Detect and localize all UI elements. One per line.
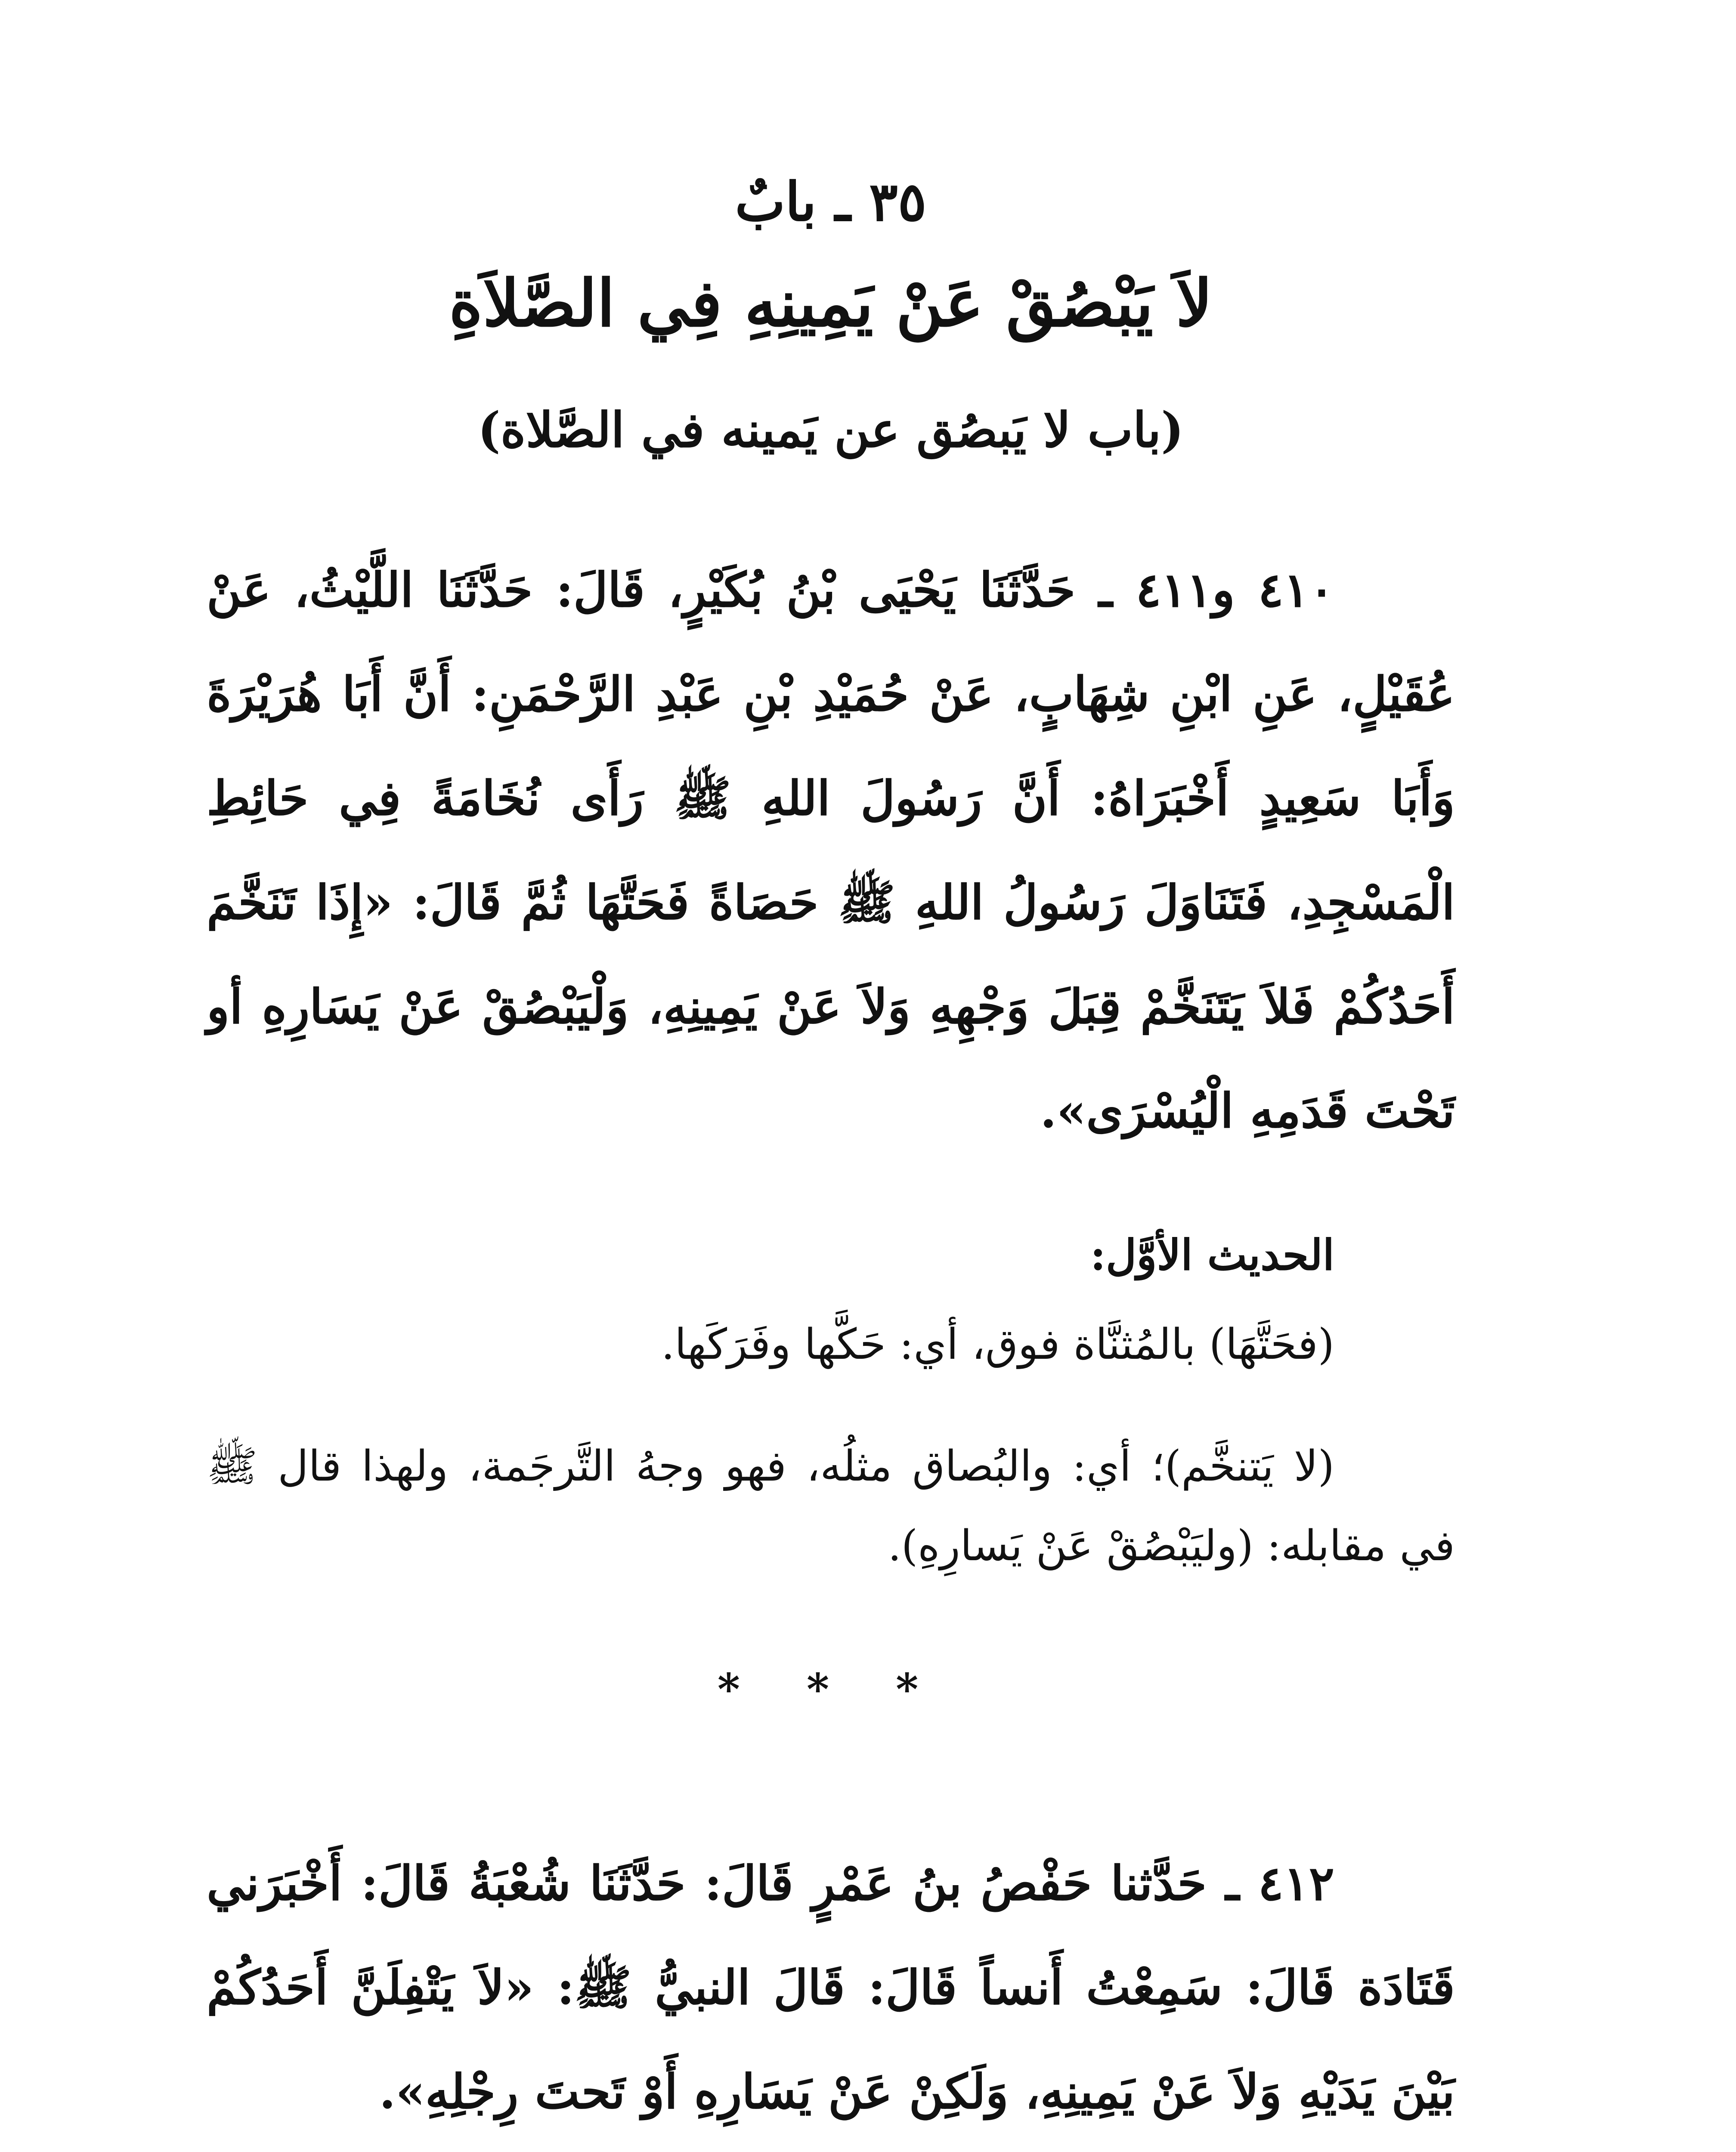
section-separator: * * * (717, 1664, 944, 1715)
commentary-line: (فحَتَّهَا) بالمُثنَّاة فوق، أي: حَكَّها وفَرَكَها. (661, 1320, 1334, 1369)
commentary-line: (لا يَتنخَّم)؛ أي: والبُصاق مثلُه، فهو وجهُ التَّرجَمة، ولهذا قال ﷺ في مقابله: (وليَبْصُقْ عَنْ يَسارِهِ). (207, 1442, 1455, 1571)
chapter-number: ٣٥ ـ بابٌ (735, 171, 927, 233)
book-page (207, 155, 1455, 2152)
hadith-412: ٤١٢ ـ حَدَّثنا حَفْصُ بنُ عَمْرٍ قَالَ: حَدَّثَنَا شُعْبَةُ قَالَ: أَخْبَرَني قَتَادَة قَالَ: سَمِعْتُ أَنساً قَالَ: قَالَ النبيُّ ﷺ: «لاَ يَتْفِلَنَّ أَحَدُكُمْ بَيْنَ يَدَيْهِ وَلاَ عَنْ يَمِينِهِ، وَلَكِنْ عَنْ يَسَارِهِ أَوْ تَحتَ رِجْلِهِ». (207, 1855, 1455, 2119)
chapter-title: لاَ يَبْصُقْ عَنْ يَمِينِهِ فِي الصَّلاَةِ (449, 266, 1213, 341)
commentary-heading: الحديث الأوَّل: (1090, 1231, 1334, 1280)
hadith-410-411: ٤١٠ و٤١١ ـ حَدَّثَنَا يَحْيَى بْنُ بُكَيْرٍ، قَالَ: حَدَّثَنَا اللَّيْثُ، عَنْ عُقَيْلٍ، عَنِ ابْنِ شِهَابٍ، عَنْ حُمَيْدِ بْنِ عَبْدِ الرَّحْمَنِ: أَنَّ أَبَا هُرَيْرَةَ وَأَبَا سَعِيدٍ أَخْبَرَاهُ: أَنَّ رَسُولَ اللهِ ﷺ رَأَى نُخَامَةً فِي حَائِطِ الْمَسْجِدِ، فَتَنَاوَلَ رَسُولُ اللهِ ﷺ حَصَاةً فَحَتَّهَا ثُمَّ قَالَ: «إِذَا تَنَخَّمَ أَحَدُكُمْ فَلاَ يَتَنَخَّمْ قِبَلَ وَجْهِهِ وَلاَ عَنْ يَمِينِهِ، وَلْيَبْصُقْ عَنْ يَسَارِهِ أو تَحْتَ قَدَمِهِ الْيُسْرَى». (207, 562, 1455, 1138)
chapter-subtitle: (باب لا يَبصُق عن يَمينه في الصَّلاة) (477, 402, 1184, 458)
